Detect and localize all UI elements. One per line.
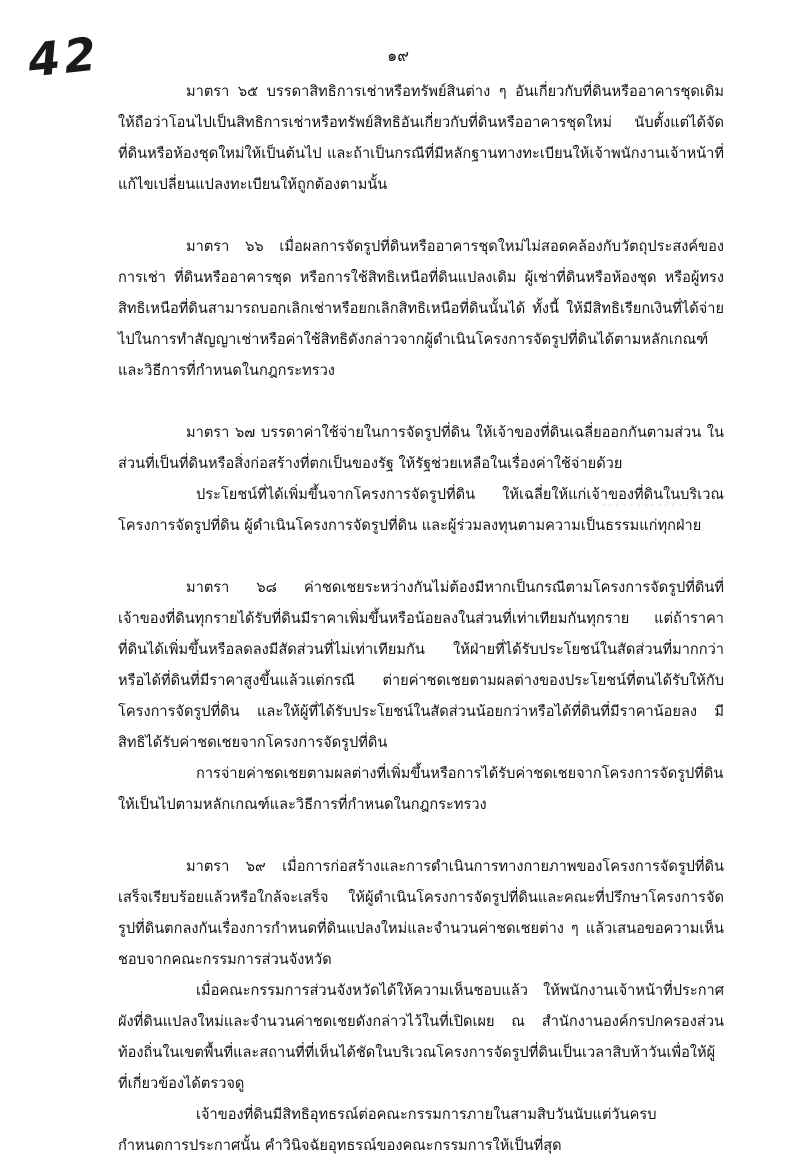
handwritten-page-annotation: 42 bbox=[25, 26, 103, 88]
page-number: ๑๙ bbox=[387, 46, 409, 65]
section-67-subparagraph: ประโยชน์ที่ได้เพิ่มขึ้นจากโครงการจัดรูปที่ดิน ให้เฉลี่ยให้แก่เจ้าของที่ดินในบริเวณโครงการจัดรูปที่ดิน ผู้ดำเนินโครงการจัดรูปที่ดิน และผู้ร่วมลงทุนตามความเป็นธรรมแก่ทุกฝ่าย bbox=[118, 486, 724, 534]
section-65-paragraph: มาตรา ๖๕ บรรดาสิทธิการเช่าหรือทรัพย์สินต่าง ๆ อันเกี่ยวกับที่ดินหรืออาคารชุดเดิม ให้ถือว่าโอนไปเป็นสิทธิการเช่าหรือทรัพย์สิทธิอันเกี่ยวกับที่ดินหรืออาคารชุดใหม่ นับตั้งแต่ได้จัดที่ดินหรือห้องชุดใหม่ให้เป็นต้นไป และถ้าเป็นกรณีที่มีหลักฐานทางทะเบียนให้เจ้าพนักงานเจ้าหน้าที่แก้ไขเปลี่ยนแปลงทะเบียนให้ถูกต้องตามนั้น bbox=[118, 83, 724, 193]
section-67-paragraph: มาตรา ๖๗ บรรดาค่าใช้จ่ายในการจัดรูปที่ดิน ให้เจ้าของที่ดินเฉลี่ยออกกันตามส่วน ในส่วนที่เป็นที่ดินหรือสิ่งก่อสร้างที่ตกเป็นของรัฐ ให้รัฐช่วยเหลือในเรื่องค่าใช้จ่ายด้วย bbox=[118, 424, 724, 472]
section-68-paragraph: มาตรา ๖๘ ค่าชดเชยระหว่างกันไม่ต้องมีหากเป็นกรณีตามโครงการจัดรูปที่ดินที่เจ้าของที่ดินทุกรายได้รับที่ดินมีราคาเพิ่มขึ้นหรือน้อยลงในส่วนที่เท่าเทียมกันทุกราย แต่ถ้าราคาที่ดินได้เพิ่มขึ้นหรือลดลงมีสัดส่วนที่ไม่เท่าเทียมกัน ให้ฝ่ายที่ได้รับประโยชน์ในสัดส่วนที่มากกว่าหรือได้ที่ดินที่มีราคาสูงขึ้นแล้วแต่กรณี ต่ายค่าชดเชยตามผลต่างของประโยชน์ที่ตนได้รับให้กับโครงการจัดรูปที่ดิน และให้ผู้ที่ได้รับประโยชน์ในสัดส่วนน้อยกว่าหรือได้ที่ดินที่มีราคาน้อยลง มีสิทธิได้รับค่าชดเชยจากโครงการจัดรูปที่ดิน bbox=[118, 579, 724, 751]
document-body bbox=[118, 76, 724, 1161]
section-69-subparagraph-1: เมื่อคณะกรรมการส่วนจังหวัดได้ให้ความเห็นชอบแล้ว ให้พนักงานเจ้าหน้าที่ประกาศผังที่ดินแปลงใหม่และจำนวนค่าชดเชยดังกล่าวไว้ในที่เปิดเผย ณ สำนักงานองค์กรปกครองส่วนท้องถิ่นในเขตพื้นที่และสถานที่ที่เห็นได้ชัดในบริเวณโครงการจัดรูปที่ดินเป็นเวลาสิบห้าวันเพื่อให้ผู้ที่เกี่ยวข้องได้ตรวจดู bbox=[118, 982, 724, 1092]
section-68-subparagraph: การจ่ายค่าชดเชยตามผลต่างที่เพิ่มขึ้นหรือการได้รับค่าชดเชยจากโครงการจัดรูปที่ดินให้เป็นไปตามหลักเกณฑ์และวิธีการที่กำหนดในกฎกระทรวง bbox=[118, 765, 724, 813]
section-66-paragraph: มาตรา ๖๖ เมื่อผลการจัดรูปที่ดินหรืออาคารชุดใหม่ไม่สอดคล้องกับวัตถุประสงค์ของการเช่า ที่ดินหรืออาคารชุด หรือการใช้สิทธิเหนือที่ดินแปลงเดิม ผู้เช่าที่ดินหรือห้องชุด หรือผู้ทรงสิทธิเหนือที่ดินสามารถบอกเลิกเช่าหรือยกเลิกสิทธิเหนือที่ดินนั้นได้ ทั้งนี้ ให้มีสิทธิเรียกเงินที่ได้จ่ายไปในการทำสัญญาเช่าหรือค่าใช้สิทธิดังกล่าวจากผู้ดำเนินโครงการจัดรูปที่ดินได้ตามหลักเกณฑ์และวิธีการที่กำหนดในกฎกระทรวง bbox=[118, 238, 724, 379]
section-69-paragraph: มาตรา ๖๙ เมื่อการก่อสร้างและการดำเนินการทางกายภาพของโครงการจัดรูปที่ดินเสร็จเรียบร้อยแล้วหรือใกล้จะเสร็จ ให้ผู้ดำเนินโครงการจัดรูปที่ดินและคณะที่ปรึกษาโครงการจัดรูปที่ดินตกลงกันเรื่องการกำหนดที่ดินแปลงใหม่และจำนวนค่าชดเชยต่าง ๆ แล้วเสนอขอความเห็นชอบจากคณะกรรมการส่วนจังหวัด bbox=[118, 858, 724, 968]
section-69-subparagraph-2: เจ้าของที่ดินมีสิทธิอุทธรณ์ต่อคณะกรรมการภายในสามสิบวันนับแต่วันครบกำหนดการประกาศนั้น คำวินิจฉัยอุทธรณ์ของคณะกรรมการให้เป็นที่สุด bbox=[118, 1106, 657, 1154]
faint-scan-artifact bbox=[600, 500, 690, 510]
